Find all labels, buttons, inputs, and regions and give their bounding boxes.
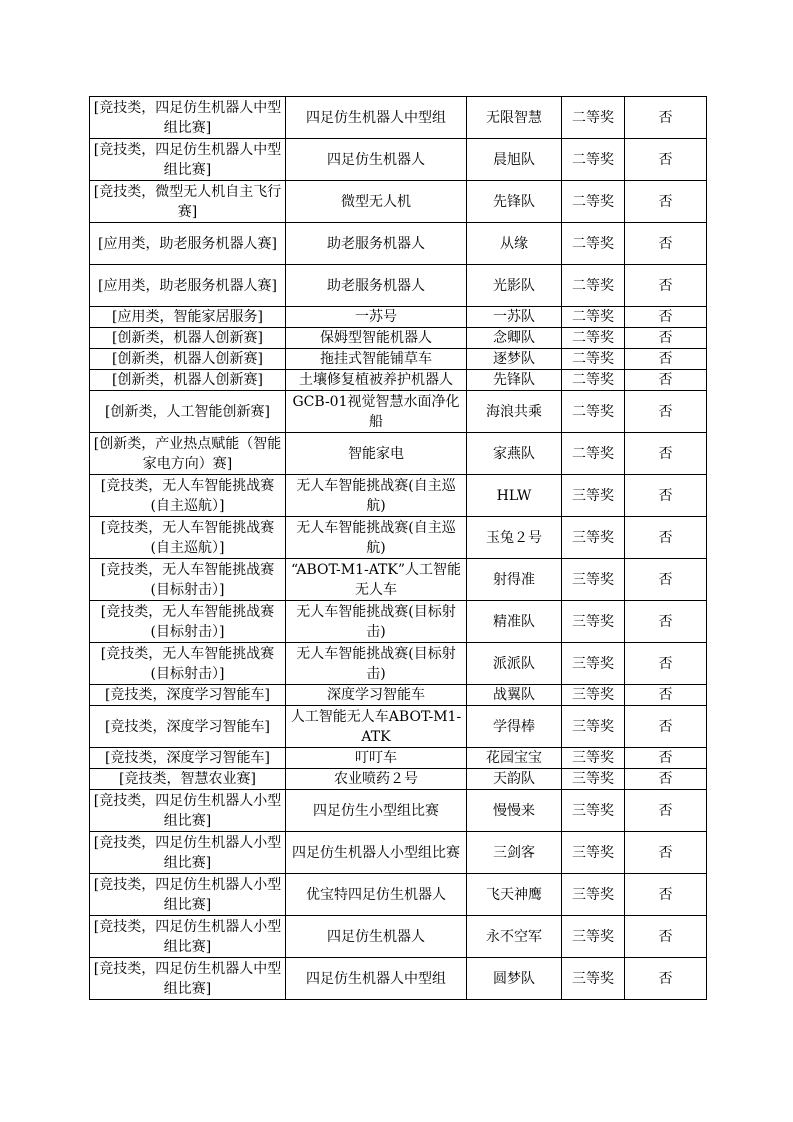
flag-cell: 否 — [625, 916, 707, 958]
team-cell: 学得棒 — [467, 706, 562, 748]
table-row — [90, 706, 707, 748]
flag-cell: 否 — [625, 265, 707, 307]
award-cell: 三等奖 — [562, 832, 625, 874]
team-cell: 天韵队 — [467, 769, 562, 790]
table-row — [90, 370, 707, 391]
project-cell: 四足仿生机器人 — [286, 916, 467, 958]
table-row — [90, 769, 707, 790]
table-row — [90, 97, 707, 139]
project-cell: 土壤修复植被养护机器人 — [286, 370, 467, 391]
team-cell: 战翼队 — [467, 685, 562, 706]
team-cell: 先锋队 — [467, 370, 562, 391]
flag-cell: 否 — [625, 307, 707, 328]
category-cell: [竞技类，无人车智能挑战赛(目标射击）] — [90, 601, 286, 643]
category-cell: [竞技类，深度学习智能车] — [90, 685, 286, 706]
flag-cell: 否 — [625, 706, 707, 748]
table-row — [90, 517, 707, 559]
category-cell: [竞技类，四足仿生机器人中型组比赛] — [90, 958, 286, 1000]
table-row — [90, 832, 707, 874]
table-row — [90, 181, 707, 223]
project-cell: 拖挂式智能铺草车 — [286, 349, 467, 370]
table-row — [90, 790, 707, 832]
project-cell: 无人车智能挑战赛(目标射击) — [286, 643, 467, 685]
table-row — [90, 643, 707, 685]
category-cell: [竞技类，无人车智能挑战赛(目标射击）] — [90, 559, 286, 601]
team-cell: HLW — [467, 475, 562, 517]
flag-cell: 否 — [625, 559, 707, 601]
table-row — [90, 874, 707, 916]
team-cell: 精准队 — [467, 601, 562, 643]
team-cell: 派派队 — [467, 643, 562, 685]
team-cell: 慢慢来 — [467, 790, 562, 832]
table-row — [90, 328, 707, 349]
category-cell: [竞技类，四足仿生机器人小型组比赛] — [90, 874, 286, 916]
category-cell: [竞技类，四足仿生机器人中型组比赛] — [90, 97, 286, 139]
category-cell: [创新类，机器人创新赛] — [90, 328, 286, 349]
category-cell: [竞技类，无人车智能挑战赛(自主巡航）] — [90, 475, 286, 517]
category-cell: [竞技类，四足仿生机器人小型组比赛] — [90, 790, 286, 832]
table-row — [90, 475, 707, 517]
project-cell: 无人车智能挑战赛(自主巡航) — [286, 475, 467, 517]
award-cell: 三等奖 — [562, 601, 625, 643]
team-cell: 先锋队 — [467, 181, 562, 223]
table-row — [90, 748, 707, 769]
category-cell: [创新类，机器人创新赛] — [90, 370, 286, 391]
flag-cell: 否 — [625, 139, 707, 181]
award-cell: 三等奖 — [562, 874, 625, 916]
award-table — [89, 96, 707, 1000]
flag-cell: 否 — [625, 601, 707, 643]
category-cell: [应用类，助老服务机器人赛] — [90, 265, 286, 307]
award-cell: 二等奖 — [562, 370, 625, 391]
flag-cell: 否 — [625, 748, 707, 769]
category-cell: [竞技类，无人车智能挑战赛(目标射击）] — [90, 643, 286, 685]
team-cell: 逐梦队 — [467, 349, 562, 370]
award-cell: 二等奖 — [562, 139, 625, 181]
award-cell: 三等奖 — [562, 559, 625, 601]
category-cell: [应用类，助老服务机器人赛] — [90, 223, 286, 265]
award-cell: 二等奖 — [562, 433, 625, 475]
project-cell: 无人车智能挑战赛(目标射击) — [286, 601, 467, 643]
project-cell: 微型无人机 — [286, 181, 467, 223]
project-cell: GCB-01视觉智慧水面净化船 — [286, 391, 467, 433]
flag-cell: 否 — [625, 370, 707, 391]
project-cell: 农业喷药２号 — [286, 769, 467, 790]
team-cell: 飞天神鹰 — [467, 874, 562, 916]
project-cell: 优宝特四足仿生机器人 — [286, 874, 467, 916]
flag-cell: 否 — [625, 685, 707, 706]
project-cell: 助老服务机器人 — [286, 265, 467, 307]
table-row — [90, 559, 707, 601]
table-row — [90, 223, 707, 265]
award-cell: 三等奖 — [562, 769, 625, 790]
flag-cell: 否 — [625, 223, 707, 265]
team-cell: 从缘 — [467, 223, 562, 265]
award-cell: 二等奖 — [562, 307, 625, 328]
award-cell: 二等奖 — [562, 391, 625, 433]
award-cell: 三等奖 — [562, 748, 625, 769]
project-cell: 智能家电 — [286, 433, 467, 475]
project-cell: 无人车智能挑战赛(自主巡航) — [286, 517, 467, 559]
flag-cell: 否 — [625, 328, 707, 349]
award-cell: 二等奖 — [562, 223, 625, 265]
award-cell: 三等奖 — [562, 475, 625, 517]
flag-cell: 否 — [625, 769, 707, 790]
award-cell: 二等奖 — [562, 349, 625, 370]
award-cell: 二等奖 — [562, 328, 625, 349]
award-cell: 三等奖 — [562, 958, 625, 1000]
project-cell: 助老服务机器人 — [286, 223, 467, 265]
flag-cell: 否 — [625, 433, 707, 475]
award-cell: 三等奖 — [562, 916, 625, 958]
category-cell: [竞技类，四足仿生机器人小型组比赛] — [90, 916, 286, 958]
award-cell: 二等奖 — [562, 97, 625, 139]
category-cell: [应用类，智能家居服务] — [90, 307, 286, 328]
table-row — [90, 139, 707, 181]
team-cell: 三剑客 — [467, 832, 562, 874]
flag-cell: 否 — [625, 391, 707, 433]
flag-cell: 否 — [625, 181, 707, 223]
flag-cell: 否 — [625, 832, 707, 874]
project-cell: 四足仿生机器人中型组 — [286, 958, 467, 1000]
table-row — [90, 916, 707, 958]
table-row — [90, 307, 707, 328]
award-cell: 三等奖 — [562, 685, 625, 706]
award-cell: 三等奖 — [562, 643, 625, 685]
flag-cell: 否 — [625, 874, 707, 916]
table-row — [90, 265, 707, 307]
project-cell: 四足仿生小型组比赛 — [286, 790, 467, 832]
team-cell: 光影队 — [467, 265, 562, 307]
award-table-body — [90, 97, 707, 1000]
flag-cell: 否 — [625, 643, 707, 685]
category-cell: [竞技类，微型无人机自主飞行赛] — [90, 181, 286, 223]
team-cell: 永不空军 — [467, 916, 562, 958]
project-cell: 叮叮车 — [286, 748, 467, 769]
team-cell: 无限智慧 — [467, 97, 562, 139]
project-cell: 四足仿生机器人中型组 — [286, 97, 467, 139]
project-cell: 四足仿生机器人 — [286, 139, 467, 181]
team-cell: 射得准 — [467, 559, 562, 601]
project-cell: 人工智能无人车ABOT-M1-ATK — [286, 706, 467, 748]
team-cell: 玉兔２号 — [467, 517, 562, 559]
project-cell: “ABOT-M1-ATK”人工智能无人车 — [286, 559, 467, 601]
award-cell: 三等奖 — [562, 706, 625, 748]
team-cell: 花园宝宝 — [467, 748, 562, 769]
category-cell: [竞技类，四足仿生机器人中型组比赛] — [90, 139, 286, 181]
category-cell: [竞技类，智慧农业赛] — [90, 769, 286, 790]
project-cell: 一苏号 — [286, 307, 467, 328]
table-row — [90, 958, 707, 1000]
award-cell: 三等奖 — [562, 790, 625, 832]
category-cell: [竞技类，深度学习智能车] — [90, 706, 286, 748]
category-cell: [竞技类，深度学习智能车] — [90, 748, 286, 769]
award-cell: 二等奖 — [562, 265, 625, 307]
project-cell: 四足仿生机器人小型组比赛 — [286, 832, 467, 874]
team-cell: 家燕队 — [467, 433, 562, 475]
project-cell: 深度学习智能车 — [286, 685, 467, 706]
team-cell: 晨旭队 — [467, 139, 562, 181]
flag-cell: 否 — [625, 475, 707, 517]
table-row — [90, 685, 707, 706]
table-row — [90, 391, 707, 433]
flag-cell: 否 — [625, 517, 707, 559]
flag-cell: 否 — [625, 349, 707, 370]
award-cell: 三等奖 — [562, 517, 625, 559]
flag-cell: 否 — [625, 958, 707, 1000]
team-cell: 圆梦队 — [467, 958, 562, 1000]
project-cell: 保姆型智能机器人 — [286, 328, 467, 349]
category-cell: [创新类，机器人创新赛] — [90, 349, 286, 370]
flag-cell: 否 — [625, 97, 707, 139]
team-cell: 念卿队 — [467, 328, 562, 349]
category-cell: [创新类，人工智能创新赛] — [90, 391, 286, 433]
team-cell: 海浪共乘 — [467, 391, 562, 433]
category-cell: [竞技类，四足仿生机器人小型组比赛] — [90, 832, 286, 874]
team-cell: 一苏队 — [467, 307, 562, 328]
table-row — [90, 349, 707, 370]
table-row — [90, 433, 707, 475]
award-cell: 二等奖 — [562, 181, 625, 223]
flag-cell: 否 — [625, 790, 707, 832]
table-row — [90, 601, 707, 643]
category-cell: [创新类，产业热点赋能（智能家电方向）赛] — [90, 433, 286, 475]
category-cell: [竞技类，无人车智能挑战赛(自主巡航）] — [90, 517, 286, 559]
